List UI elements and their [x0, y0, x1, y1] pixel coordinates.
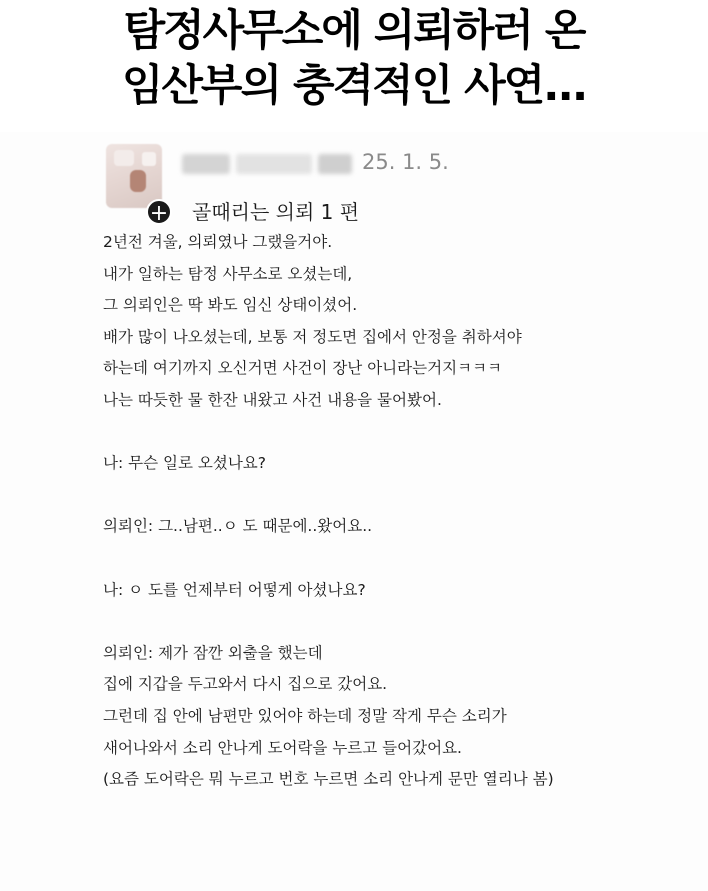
blurred-username: [236, 154, 312, 174]
post-subtitle: 골때리는 의뢰 1 편: [192, 200, 360, 224]
avatar-blur-region: [114, 150, 134, 166]
body-line: 배가 많이 나오셨는데, 보통 저 정도면 집에서 안정을 취하셔야: [103, 327, 522, 346]
body-line: 나: ㅇ 도를 언제부터 어떻게 아셨나요?: [103, 580, 366, 599]
body-line: 내가 일하는 탐정 사무소로 오셨는데,: [103, 264, 353, 283]
avatar[interactable]: [106, 144, 162, 208]
headline-line-1: 탐정사무소에 의뢰하러 온: [123, 6, 585, 56]
body-line: 나: 무슨 일로 오셨나요?: [103, 454, 266, 473]
body-line: 새어나와서 소리 안나게 도어락을 누르고 들어갔어요.: [103, 738, 462, 757]
headline-line-2: 임산부의 충격적인 사연...: [121, 61, 587, 111]
plus-icon[interactable]: +: [146, 199, 172, 225]
post-body: [103, 227, 703, 796]
body-line: 그런데 집 안에 남편만 있어야 하는데 정말 작게 무슨 소리가: [103, 706, 507, 725]
blurred-username: [182, 154, 230, 174]
body-line: [103, 543, 703, 575]
body-line: 집에 지갑을 두고와서 다시 집으로 갔어요.: [103, 675, 388, 694]
avatar-blur-region: [142, 152, 156, 166]
body-line: 의뢰인: 그..남편..ㅇ 도 때문에..왔어요..: [103, 517, 373, 536]
headline: [0, 4, 708, 114]
body-line: [103, 417, 703, 449]
post-header: [96, 142, 696, 226]
body-line: 나는 따듯한 물 한잔 내왔고 사건 내용을 물어봤어.: [103, 390, 442, 409]
body-line: 하는데 여기까지 오신거면 사건이 장난 아니라는거지ㅋㅋㅋ: [103, 359, 502, 378]
body-line: [103, 606, 703, 638]
body-line: [103, 480, 703, 512]
body-line: (요즘 도어락은 뭐 누르고 번호 누르면 소리 안나게 문만 열리나 봄): [103, 770, 554, 789]
body-line: 의뢰인: 제가 잠깐 외출을 했는데: [103, 643, 323, 662]
post-date: 25. 1. 5.: [362, 150, 449, 174]
avatar-blur-region: [130, 170, 146, 192]
body-line: 그 의뢰인은 딱 봐도 임신 상태이셨어.: [103, 296, 358, 315]
post-screenshot: [0, 132, 708, 891]
blurred-username: [318, 154, 352, 174]
body-line: 2년전 겨울, 의뢰였나 그랬을거야.: [103, 233, 333, 251]
